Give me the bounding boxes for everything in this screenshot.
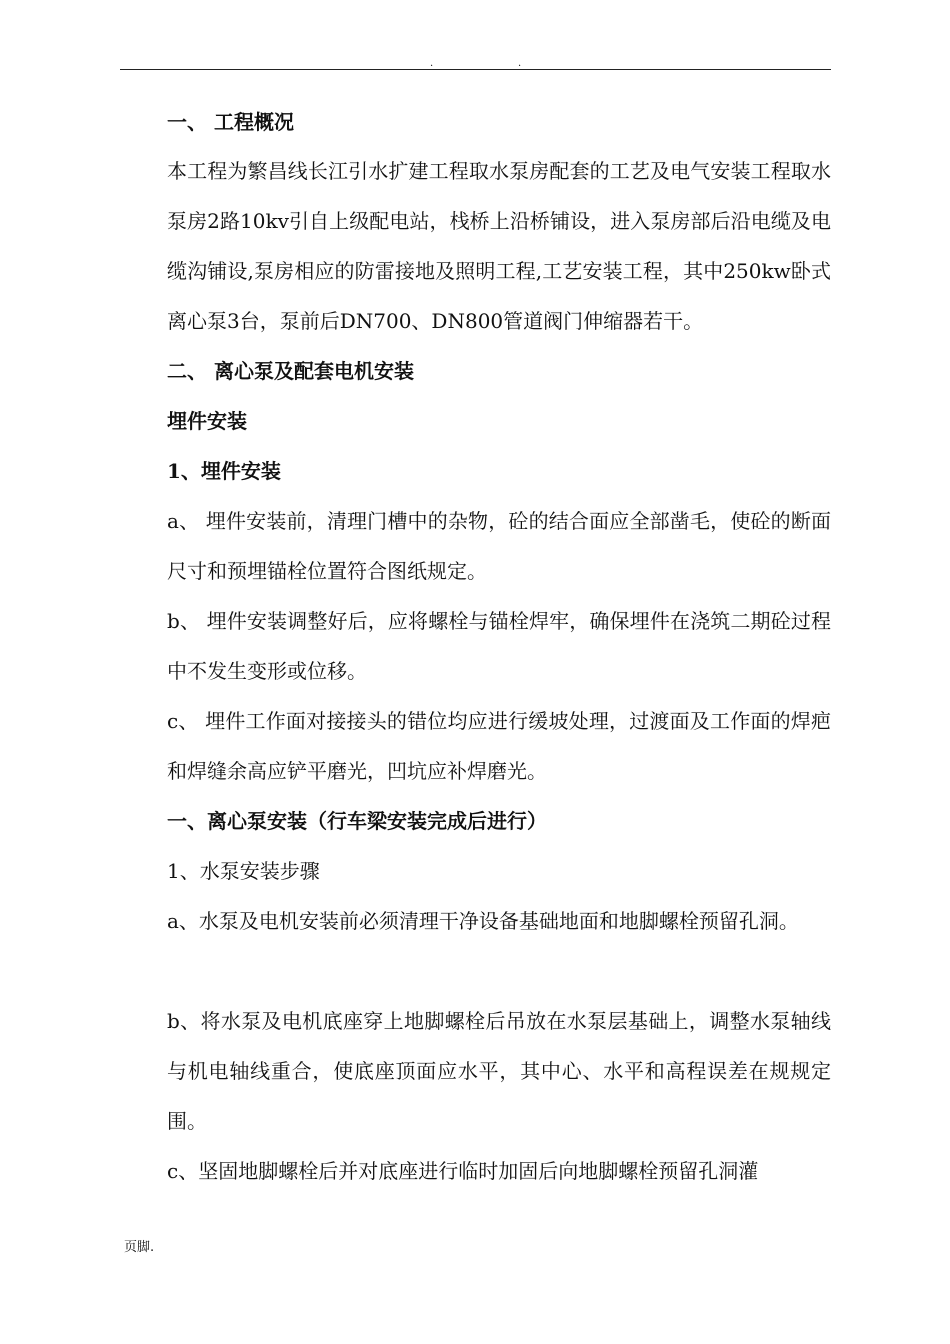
header-dot-left: . [430,58,434,69]
paragraph-item-b: b、 埋件安装调整好后，应将螺栓与锚栓焊牢，确保埋件在浇筑二期砼过程中不发生变形或位移。 [167,609,831,683]
subheading-embedded: 埋件安装 [167,409,247,433]
paragraph-step-b: b、将水泵及电机底座穿上地脚螺栓后吊放在水泵层基础上，调整水泵轴线与机电轴线重合，使底座顶面应水平，其中心、水平和高程误差在规规定围。 [167,1009,831,1133]
paragraph-item-a: a、 埋件安装前，清理门槽中的杂物，砼的结合面应全部凿毛，使砼的断面尺寸和预埋锚栓位置符合图纸规定。 [167,509,831,583]
section-heading-pump: 二、 离心泵及配套电机安装 [167,359,414,383]
header-rule [120,69,831,70]
header-dot-right: . [518,58,522,69]
section-heading-centrifugal: 一、离心泵安装（行车梁安装完成后进行） [167,809,547,833]
paragraph-overview: 本工程为繁昌线长江引水扩建工程取水泵房配套的工艺及电气安装工程取水泵房2路10kv引自上级配电站，栈桥上沿桥铺设，进入泵房部后沿电缆及电缆沟铺设,泵房相应的防雷接地及照明工程,工艺安装工程，其中250kw卧式离心泵3台，泵前后DN700、DN800管道阀门伸缩器若干。 [167,159,831,333]
page-footer: 页脚. [124,1240,155,1255]
paragraph-item-c: c、 埋件工作面对接接头的错位均应进行缓坡处理，过渡面及工作面的焊疤和焊缝余高应铲平磨光，凹坑应补焊磨光。 [167,709,831,783]
subheading-install-steps: 1、水泵安装步骤 [167,859,320,883]
paragraph-step-a: a、水泵及电机安装前必须清理干净设备基础地面和地脚螺栓预留孔洞。 [167,909,799,933]
section-heading-overview: 一、 工程概况 [167,110,294,134]
paragraph-step-c: c、坚固地脚螺栓后并对底座进行临时加固后向地脚螺栓预留孔洞灌 [167,1159,759,1183]
subheading-embedded-1: 1、埋件安装 [167,459,281,483]
